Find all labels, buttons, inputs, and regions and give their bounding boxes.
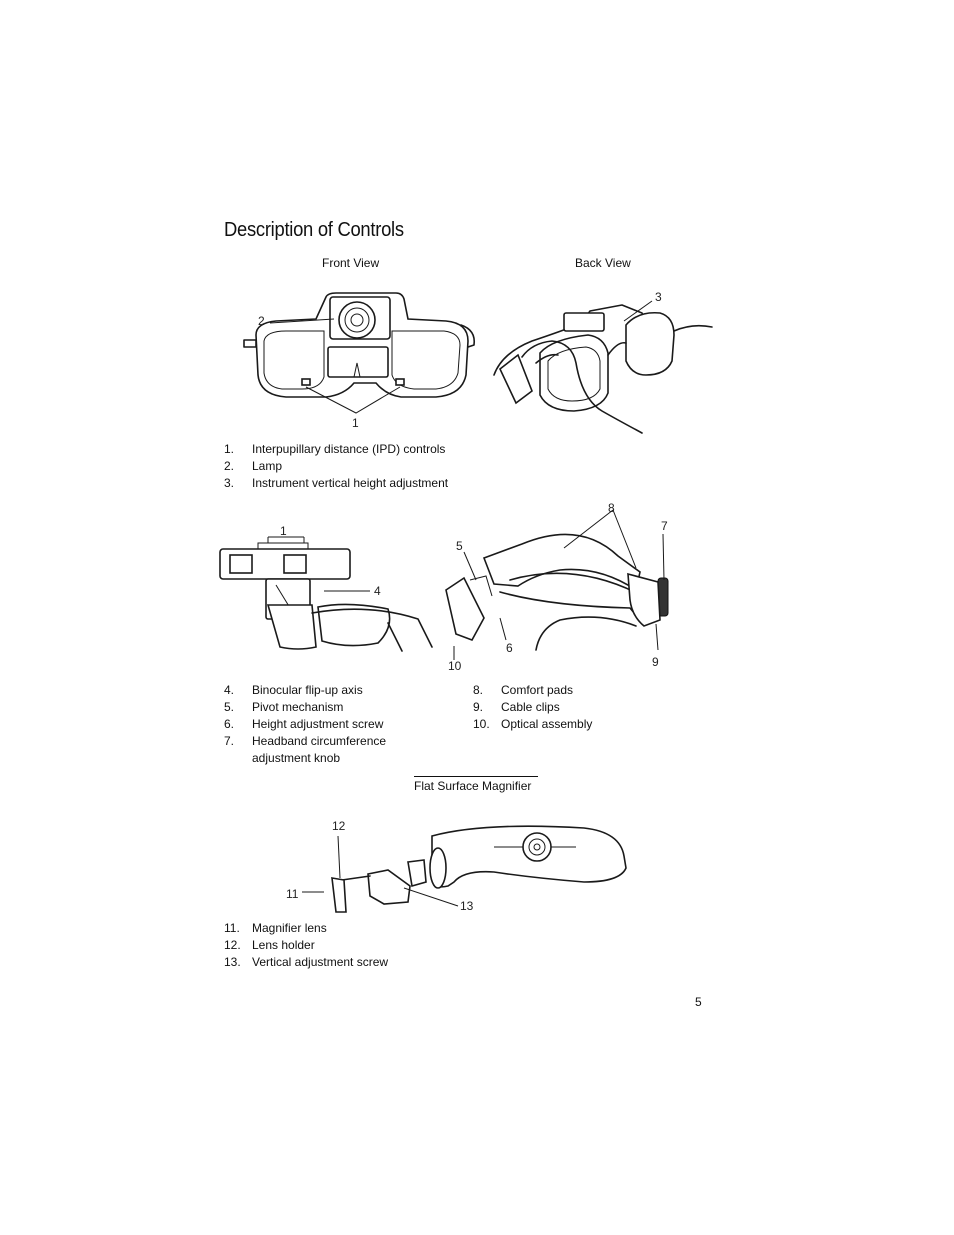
callout-9: 9 [652, 655, 659, 669]
page-title: Description of Controls [224, 219, 404, 241]
callout-13: 13 [460, 899, 474, 913]
front-view-caption: Front View [322, 256, 380, 270]
callout-1: 1 [352, 416, 359, 430]
callout-8: 8 [608, 501, 615, 515]
list-item: 9. Cable clips [473, 700, 560, 714]
list-item: 7. Headband circumference adjustment knob [224, 734, 387, 765]
list-item: 12. Lens holder [224, 938, 315, 952]
list-item: 3. Instrument vertical height adjustment [224, 476, 449, 490]
flat-surface-magnifier-heading: Flat Surface Magnifier [414, 776, 538, 793]
list-item: 2. Lamp [224, 459, 283, 473]
controls-list-2-left [224, 682, 446, 767]
controls-list-1 [224, 441, 484, 492]
side-view-illustration [218, 524, 438, 652]
callout-11: 11 [286, 887, 299, 901]
list-item: 4. Binocular flip-up axis [224, 683, 363, 697]
page-number: 5 [695, 995, 702, 1009]
list-item: 5. Pivot mechanism [224, 700, 344, 714]
callout-3: 3 [655, 290, 662, 304]
callout-2: 2 [258, 314, 265, 328]
list-item: 1. Interpupillary distance (IPD) controls [224, 442, 446, 456]
list-item: 10. Optical assembly [473, 717, 593, 731]
front-view-illustration [236, 285, 486, 435]
list-item: 13. Vertical adjustment screw [224, 955, 389, 969]
list-item: 6. Height adjustment screw [224, 717, 384, 731]
headband-illustration [440, 500, 675, 672]
callout-1b: 1 [280, 524, 287, 538]
list-item: 8. Comfort pads [473, 683, 574, 697]
back-view-illustration [492, 283, 717, 433]
callout-5: 5 [456, 539, 463, 553]
back-view-caption: Back View [575, 256, 631, 270]
controls-list-2-right [473, 682, 673, 733]
callout-7: 7 [661, 519, 668, 533]
list-item: 11. Magnifier lens [224, 921, 327, 935]
callout-10: 10 [448, 659, 462, 673]
callout-4: 4 [374, 584, 381, 598]
callout-12: 12 [332, 819, 346, 833]
callout-6: 6 [506, 641, 513, 655]
controls-list-3 [224, 920, 484, 971]
magnifier-illustration [284, 816, 629, 916]
